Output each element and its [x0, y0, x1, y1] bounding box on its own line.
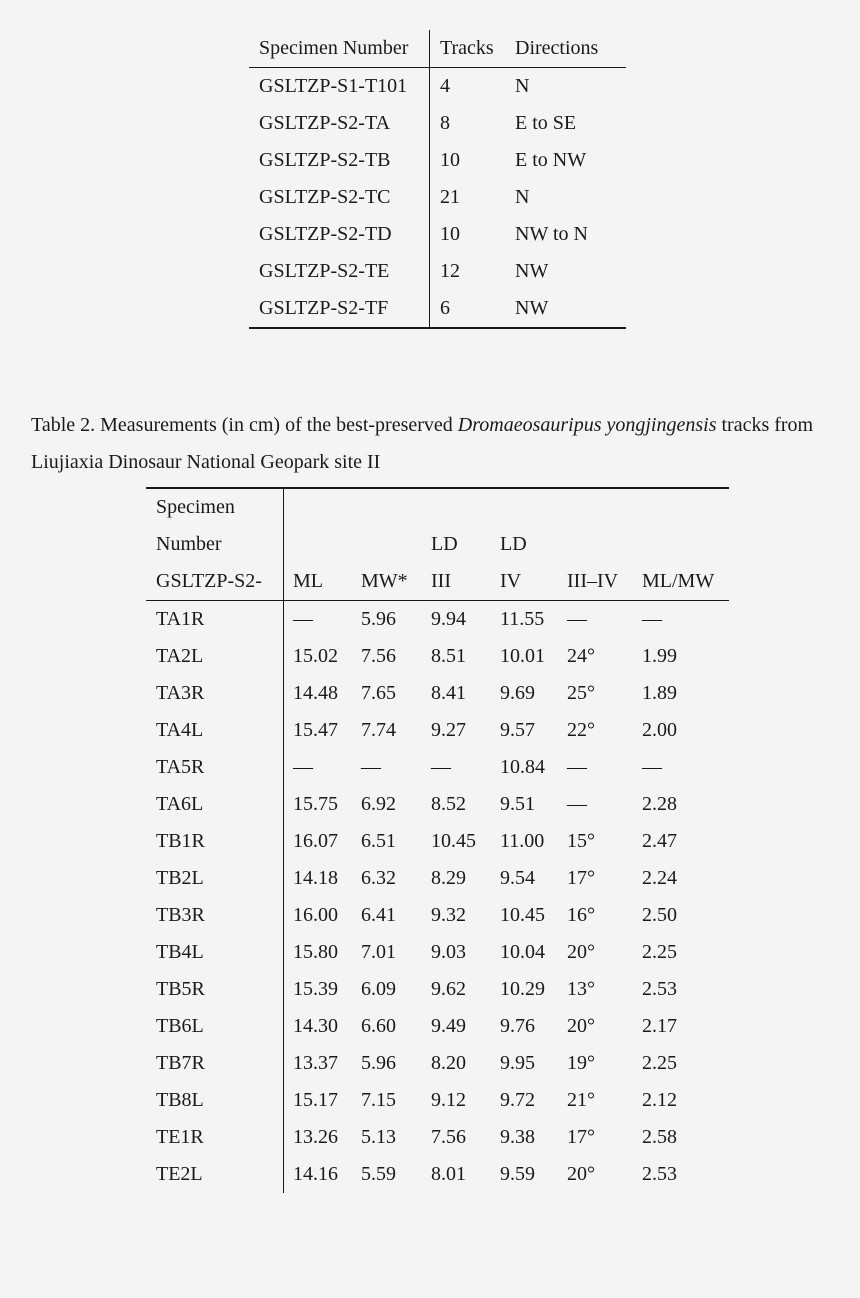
cell-ld-iii: 8.51 — [431, 645, 466, 667]
header-specimen-line-3: GSLTZP-S2- — [156, 570, 262, 592]
cell-specimen: TB4L — [146, 934, 284, 971]
cell-iii-iv: 22° — [567, 719, 595, 741]
cell-iii-iv: 19° — [567, 1052, 595, 1074]
header-ld4-line-1 — [500, 489, 558, 526]
caption-species: Dromaeosauripus yongjingensis — [457, 414, 717, 436]
cell-ld-iv: 9.95 — [500, 1052, 535, 1074]
cell-ld-iii: 7.56 — [431, 1126, 466, 1148]
header-ld4-line-3: IV — [500, 570, 522, 592]
cell-ml-mw: 2.28 — [642, 793, 677, 815]
cell-mw: 5.59 — [361, 1163, 396, 1185]
cell-iii-iv: — — [567, 793, 587, 815]
cell-ld-iv: 9.76 — [500, 1015, 535, 1037]
cell-mw: 7.15 — [361, 1089, 396, 1111]
table-row — [249, 290, 626, 327]
header-ld-iv — [491, 489, 558, 600]
cell-ml: 15.17 — [293, 1089, 338, 1111]
cell-specimen: GSLTZP-S2-TF — [249, 290, 430, 327]
cell-mw: 6.32 — [361, 867, 396, 889]
cell-iii-iv: 25° — [567, 682, 595, 704]
cell-iii-iv: 20° — [567, 1015, 595, 1037]
cell-specimen: GSLTZP-S2-TB — [249, 142, 430, 179]
cell-ml-mw: 2.58 — [642, 1126, 677, 1148]
cell-iii-iv: 24° — [567, 645, 595, 667]
cell-tracks: 12 — [440, 260, 460, 282]
cell-specimen: TA2L — [146, 638, 284, 675]
table-2-caption — [31, 407, 851, 481]
cell-ml: 14.18 — [293, 867, 338, 889]
cell-ld-iii: 9.49 — [431, 1015, 466, 1037]
cell-ld-iv: 9.69 — [500, 682, 535, 704]
header-specimen-line-1: Specimen — [156, 496, 235, 518]
header-ml-line-1 — [293, 489, 352, 526]
cell-specimen: TB5R — [146, 971, 284, 1008]
table-row — [249, 105, 626, 142]
cell-ml-mw: — — [642, 608, 662, 630]
table-row — [146, 638, 729, 675]
cell-specimen: TA4L — [146, 712, 284, 749]
table-row — [146, 712, 729, 749]
cell-specimen: TB1R — [146, 823, 284, 860]
header-mw-line-3: MW* — [361, 570, 408, 592]
cell-ld-iv: 9.57 — [500, 719, 535, 741]
cell-mw: 7.65 — [361, 682, 396, 704]
cell-ml: 16.07 — [293, 830, 338, 852]
cell-iii-iv: — — [567, 608, 587, 630]
measurements-table-body — [146, 601, 729, 1193]
cell-ld-iv: 9.51 — [500, 793, 535, 815]
cell-specimen: GSLTZP-S2-TE — [249, 253, 430, 290]
cell-mw: 7.56 — [361, 645, 396, 667]
cell-specimen: TE1R — [146, 1119, 284, 1156]
cell-specimen: GSLTZP-S2-TA — [249, 105, 430, 142]
cell-ml: 13.37 — [293, 1052, 338, 1074]
table-row — [146, 749, 729, 786]
header-specimen-line-2: Number — [156, 533, 222, 555]
header-ld3-line-3: III — [431, 570, 451, 592]
cell-tracks: 21 — [440, 186, 460, 208]
header-iii-iv — [558, 489, 633, 600]
cell-direction: N — [515, 75, 530, 97]
cell-ld-iii: 9.12 — [431, 1089, 466, 1111]
table-row — [146, 1008, 729, 1045]
cell-mw: 5.13 — [361, 1126, 396, 1148]
cell-ml-mw: 2.25 — [642, 941, 677, 963]
cell-specimen: GSLTZP-S1-T101 — [249, 68, 430, 105]
cell-specimen: TB8L — [146, 1082, 284, 1119]
measurements-table — [146, 487, 729, 1193]
table-row — [249, 142, 626, 179]
cell-iii-iv: 20° — [567, 1163, 595, 1185]
header-ml-mw — [633, 489, 729, 600]
cell-ml-mw: 2.53 — [642, 1163, 677, 1185]
table-row — [249, 68, 626, 105]
header-angle-line-1 — [567, 489, 633, 526]
cell-ml-mw: 2.00 — [642, 719, 677, 741]
table-row — [249, 253, 626, 290]
header-ld3-line-2: LD — [431, 533, 458, 555]
cell-ml-mw: — — [642, 756, 662, 778]
table-row — [146, 971, 729, 1008]
cell-specimen: GSLTZP-S2-TC — [249, 179, 430, 216]
table-row — [146, 823, 729, 860]
header-ratio-line-1 — [642, 489, 729, 526]
cell-ml: 14.16 — [293, 1163, 338, 1185]
cell-ml: 14.48 — [293, 682, 338, 704]
cell-ld-iv: 9.72 — [500, 1089, 535, 1111]
cell-direction: E to NW — [515, 149, 587, 171]
cell-mw: 6.92 — [361, 793, 396, 815]
cell-specimen: TB6L — [146, 1008, 284, 1045]
cell-mw: 5.96 — [361, 1052, 396, 1074]
cell-ld-iii: 8.29 — [431, 867, 466, 889]
cell-iii-iv: 16° — [567, 904, 595, 926]
cell-direction: NW — [515, 260, 549, 282]
cell-ld-iii: 8.52 — [431, 793, 466, 815]
cell-direction: NW to N — [515, 223, 588, 245]
cell-mw: 7.01 — [361, 941, 396, 963]
cell-direction: NW — [515, 297, 549, 319]
header-angle-line-2 — [567, 526, 633, 563]
table-row — [146, 1119, 729, 1156]
header-ratio-line-2 — [642, 526, 729, 563]
table-row — [146, 1156, 729, 1193]
table-row — [146, 860, 729, 897]
cell-specimen: TB7R — [146, 1045, 284, 1082]
header-ld-iii — [422, 489, 491, 600]
header-directions: Directions — [515, 37, 599, 59]
cell-specimen: TA5R — [146, 749, 284, 786]
caption-text: Table 2. Measurements (in cm) of the best-preserved — [31, 414, 458, 436]
cell-ld-iv: 10.01 — [500, 645, 545, 667]
cell-ld-iv: 10.04 — [500, 941, 545, 963]
cell-specimen: TB3R — [146, 897, 284, 934]
header-mw-line-1 — [361, 489, 422, 526]
cell-ml: 15.75 — [293, 793, 338, 815]
cell-specimen: TB2L — [146, 860, 284, 897]
cell-ml-mw: 1.99 — [642, 645, 677, 667]
cell-iii-iv: — — [567, 756, 587, 778]
cell-ld-iii: 8.20 — [431, 1052, 466, 1074]
cell-ml-mw: 1.89 — [642, 682, 677, 704]
cell-mw: 6.09 — [361, 978, 396, 1000]
header-ml-line-2 — [293, 526, 352, 563]
cell-ml: 15.47 — [293, 719, 338, 741]
cell-ld-iii: 9.94 — [431, 608, 466, 630]
trackway-table-body — [249, 68, 626, 329]
cell-iii-iv: 21° — [567, 1089, 595, 1111]
table-row — [146, 934, 729, 971]
cell-ld-iii: 9.03 — [431, 941, 466, 963]
cell-ml: 15.80 — [293, 941, 338, 963]
cell-ld-iv: 9.38 — [500, 1126, 535, 1148]
cell-specimen: TA1R — [146, 601, 284, 638]
table-row — [146, 1082, 729, 1119]
header-mw — [352, 489, 422, 600]
cell-ml-mw: 2.47 — [642, 830, 677, 852]
cell-specimen: TA3R — [146, 675, 284, 712]
table-row — [146, 601, 729, 638]
header-specimen — [146, 489, 284, 600]
cell-ld-iv: 11.55 — [500, 608, 545, 630]
header-ml-line-3: ML — [293, 570, 323, 592]
cell-ml-mw: 2.12 — [642, 1089, 677, 1111]
cell-ml-mw: 2.50 — [642, 904, 677, 926]
cell-iii-iv: 20° — [567, 941, 595, 963]
cell-ld-iii: 10.45 — [431, 830, 476, 852]
cell-ld-iv: 10.84 — [500, 756, 545, 778]
header-ld3-line-1 — [431, 489, 491, 526]
cell-tracks: 4 — [440, 75, 450, 97]
table-row — [146, 897, 729, 934]
cell-mw: 7.74 — [361, 719, 396, 741]
header-ml — [284, 489, 352, 600]
trackway-table-header — [249, 30, 626, 68]
cell-ld-iii: 9.32 — [431, 904, 466, 926]
header-tracks: Tracks — [440, 37, 494, 59]
trackway-table — [249, 30, 626, 329]
cell-iii-iv: 17° — [567, 867, 595, 889]
cell-direction: N — [515, 186, 530, 208]
cell-ml: 16.00 — [293, 904, 338, 926]
header-ratio-line-3: ML/MW — [642, 570, 715, 592]
cell-ld-iv: 10.45 — [500, 904, 545, 926]
cell-mw: 6.41 — [361, 904, 396, 926]
cell-ld-iii: 8.41 — [431, 682, 466, 704]
cell-iii-iv: 15° — [567, 830, 595, 852]
cell-mw: — — [361, 756, 381, 778]
cell-ml-mw: 2.25 — [642, 1052, 677, 1074]
cell-ml: 15.02 — [293, 645, 338, 667]
cell-iii-iv: 17° — [567, 1126, 595, 1148]
cell-ld-iv: 10.29 — [500, 978, 545, 1000]
cell-ml-mw: 2.17 — [642, 1015, 677, 1037]
cell-ld-iii: 9.27 — [431, 719, 466, 741]
table-row — [146, 1045, 729, 1082]
cell-ld-iii: — — [431, 756, 451, 778]
cell-ml: 14.30 — [293, 1015, 338, 1037]
header-angle-line-3: III–IV — [567, 570, 619, 592]
table-row — [249, 179, 626, 216]
header-mw-line-2 — [361, 526, 422, 563]
cell-ml: — — [293, 608, 313, 630]
cell-mw: 6.51 — [361, 830, 396, 852]
cell-tracks: 8 — [440, 112, 450, 134]
cell-specimen: TE2L — [146, 1156, 284, 1193]
header-ld4-line-2: LD — [500, 533, 527, 555]
cell-ld-iv: 9.54 — [500, 867, 535, 889]
cell-direction: E to SE — [515, 112, 577, 134]
cell-ml: 15.39 — [293, 978, 338, 1000]
header-specimen-number: Specimen Number — [249, 30, 430, 67]
cell-ml-mw: 2.53 — [642, 978, 677, 1000]
cell-iii-iv: 13° — [567, 978, 595, 1000]
cell-mw: 6.60 — [361, 1015, 396, 1037]
table-row — [146, 675, 729, 712]
cell-ml: 13.26 — [293, 1126, 338, 1148]
cell-tracks: 10 — [440, 223, 460, 245]
cell-ml: — — [293, 756, 313, 778]
cell-ld-iii: 8.01 — [431, 1163, 466, 1185]
cell-specimen: TA6L — [146, 786, 284, 823]
cell-ld-iv: 11.00 — [500, 830, 545, 852]
cell-tracks: 10 — [440, 149, 460, 171]
caption-text-end: tracks from Liujiaxia Dinosaur National Geopark site II — [31, 414, 814, 473]
measurements-table-header — [146, 489, 729, 601]
cell-tracks: 6 — [440, 297, 450, 319]
cell-ld-iv: 9.59 — [500, 1163, 535, 1185]
cell-specimen: GSLTZP-S2-TD — [249, 216, 430, 253]
cell-ml-mw: 2.24 — [642, 867, 677, 889]
table-row — [146, 786, 729, 823]
cell-mw: 5.96 — [361, 608, 396, 630]
table-row — [249, 216, 626, 253]
cell-ld-iii: 9.62 — [431, 978, 466, 1000]
